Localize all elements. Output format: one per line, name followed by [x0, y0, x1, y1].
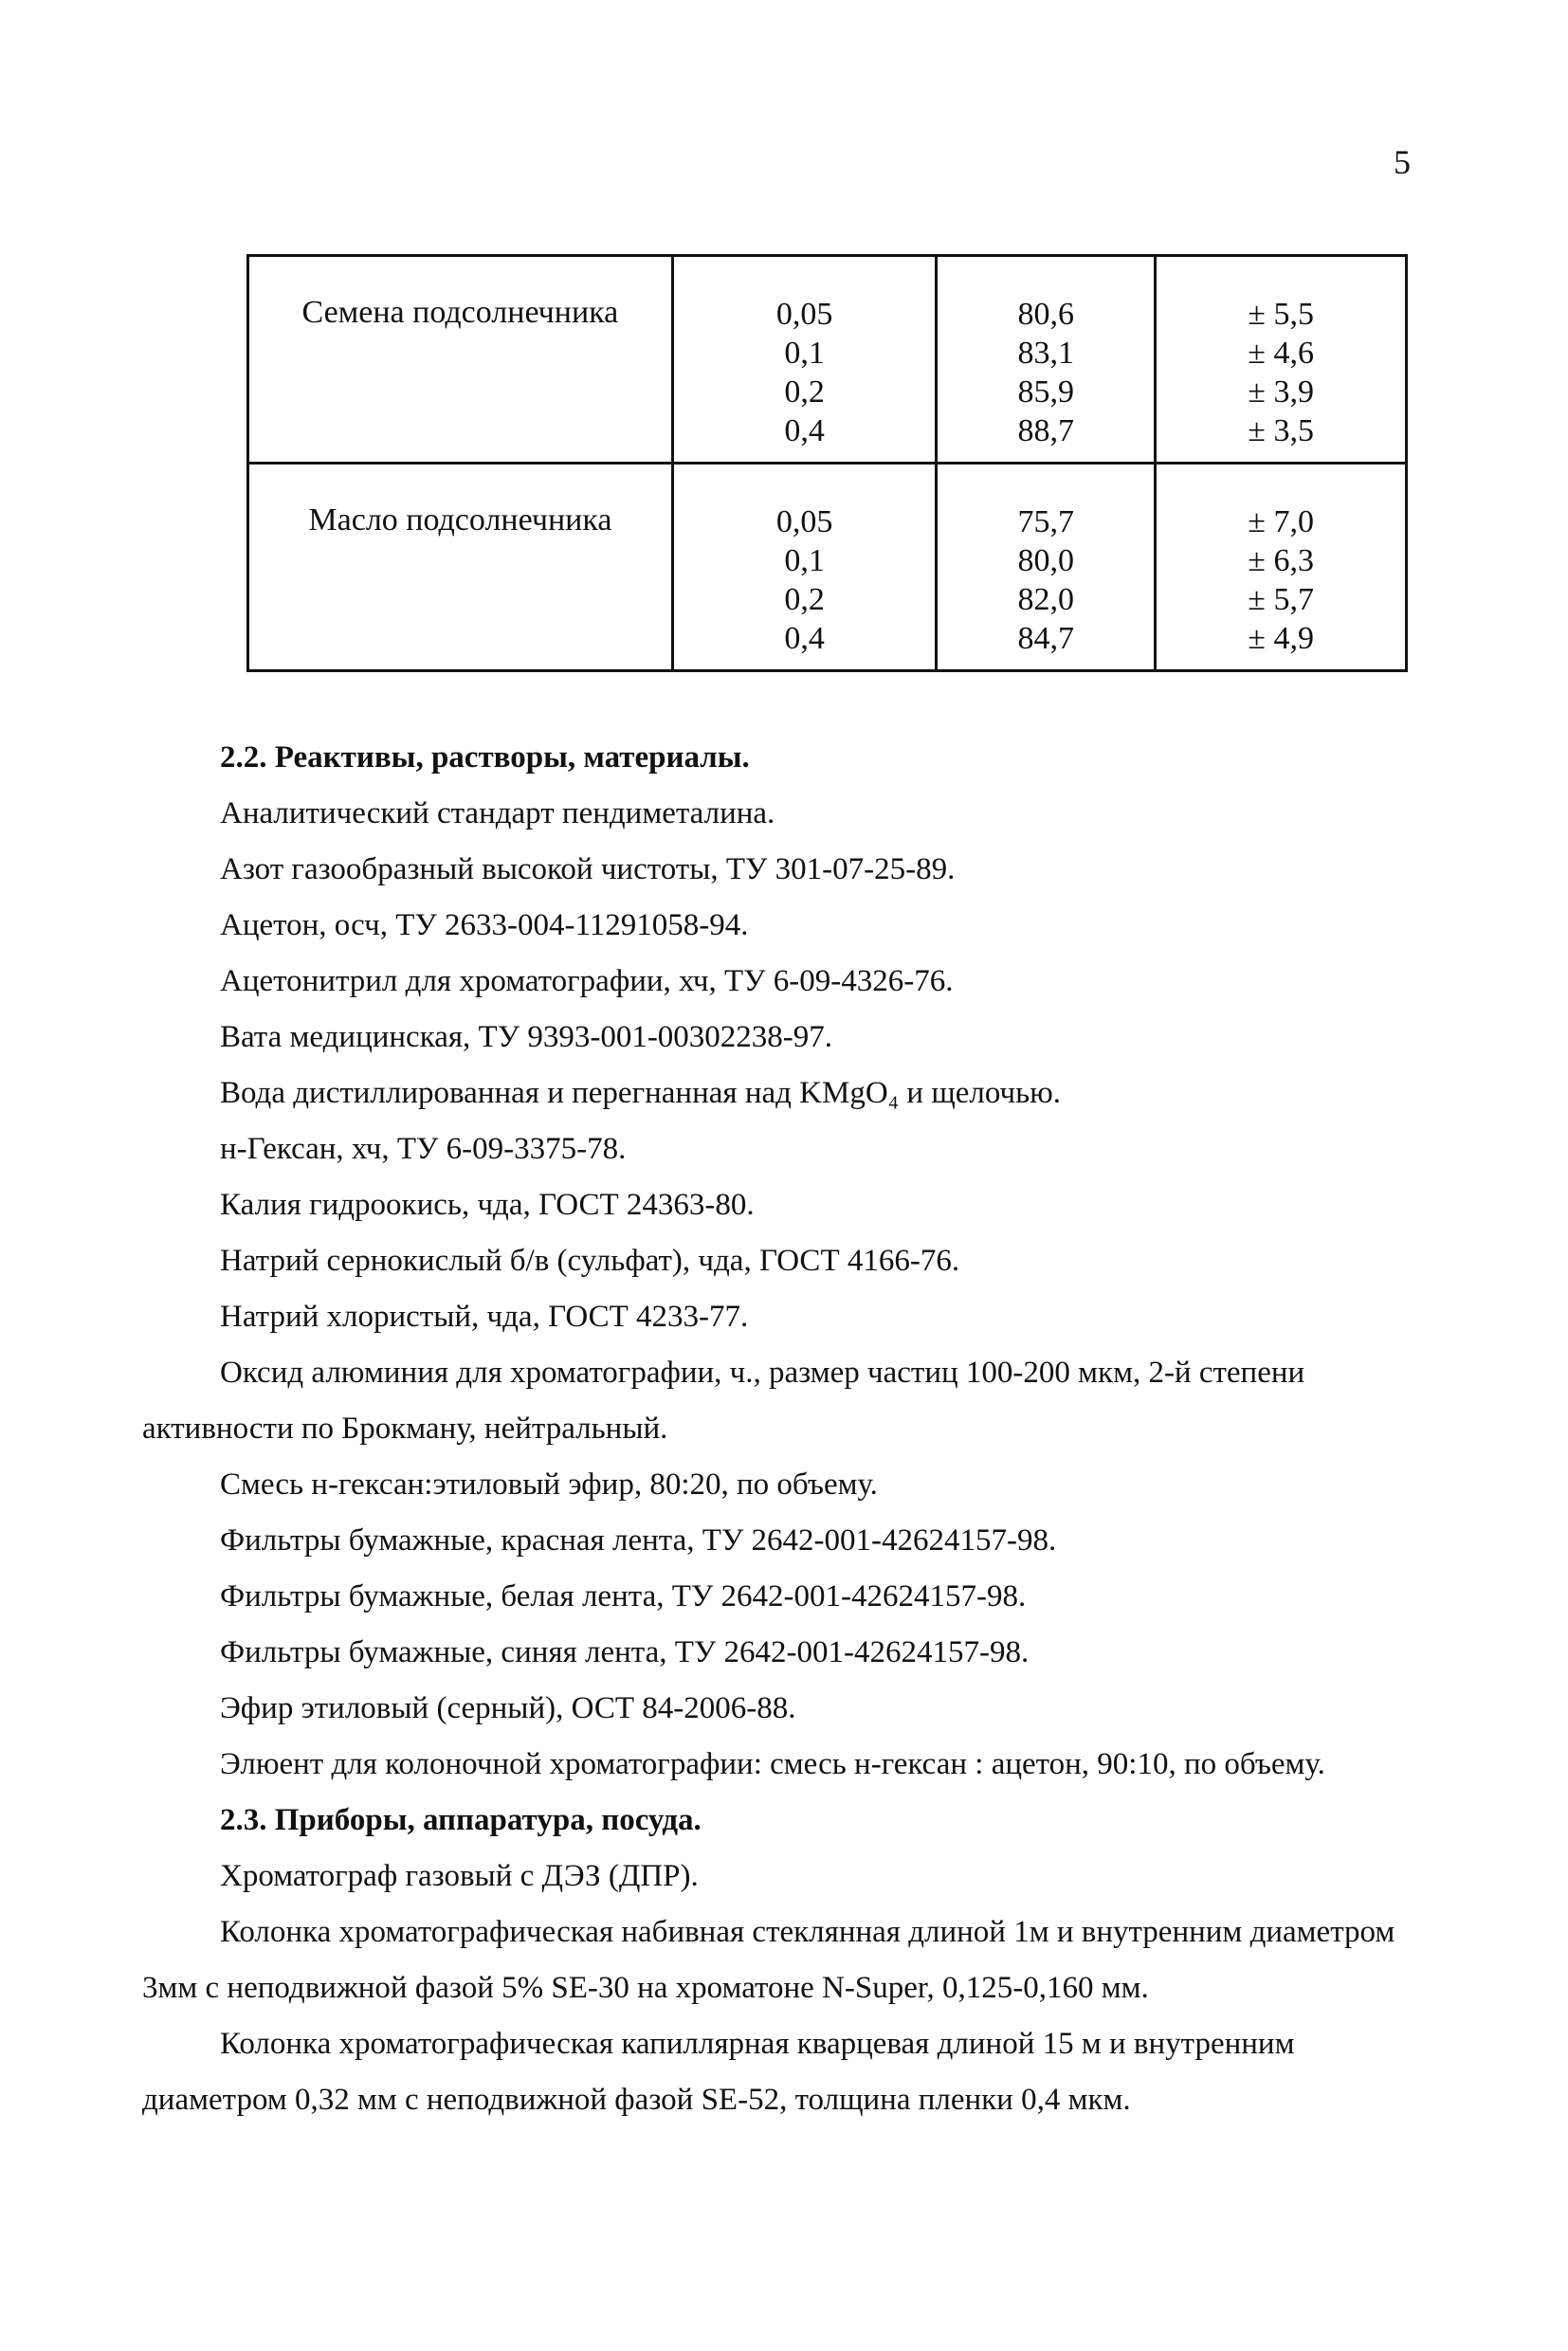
recovery-value: 83,1 [1017, 336, 1075, 371]
table-row [248, 256, 1407, 464]
recovery-value: 85,9 [1017, 374, 1075, 410]
list-item: н-Гексан, хч, ТУ 6-09-3375-78. [220, 1132, 627, 1166]
deviation-value: ± 5,7 [1248, 582, 1314, 617]
list-item: Вата медицинская, ТУ 9393-001-00302238-97. [220, 1020, 833, 1054]
deviation-value: ± 7,0 [1248, 504, 1314, 539]
list-item: Натрий хлористый, чда, ГОСТ 4233-77. [220, 1300, 749, 1334]
deviation-cell [1156, 256, 1407, 464]
recovery-value: 88,7 [1017, 413, 1075, 448]
deviation-cell [1156, 464, 1407, 671]
recovery-cell [937, 256, 1156, 464]
deviation-value: ± 4,6 [1248, 336, 1314, 371]
list-item: Калия гидроокись, чда, ГОСТ 24363-80. [220, 1188, 755, 1222]
recovery-value: 80,0 [1017, 543, 1075, 578]
concentration-value: 0,4 [784, 621, 825, 656]
list-item: Натрий сернокислый б/в (сульфат), чда, ГОСТ 4166-76. [220, 1244, 960, 1278]
deviation-value: ± 6,3 [1248, 543, 1314, 578]
concentration-value: 0,2 [784, 582, 825, 617]
list-item: Ацетон, осч, ТУ 2633-004-11291058-94. [220, 908, 749, 942]
concentration-value: 0,1 [784, 336, 825, 371]
list-item: Фильтры бумажные, белая лента, ТУ 2642-001-42624157-98. [220, 1579, 1027, 1613]
sample-name-cell: Масло подсолнечника [248, 464, 673, 671]
concentration-cell [672, 256, 936, 464]
document-body [142, 730, 1413, 2128]
list-item: Фильтры бумажные, синяя лента, ТУ 2642-001-42624157-98. [220, 1635, 1030, 1669]
recovery-value: 75,7 [1017, 504, 1075, 539]
deviation-value: ± 5,5 [1248, 297, 1314, 332]
list-item: Хроматограф газовый с ДЭЗ (ДПР). [220, 1859, 699, 1893]
list-item: Азот газообразный высокой чистоты, ТУ 301-07-25-89. [220, 852, 956, 886]
list-item: Ацетонитрил для хроматографии, хч, ТУ 6-09-4326-76. [220, 964, 954, 998]
concentration-cell [672, 464, 936, 671]
list-item: Колонка хроматографическая капиллярная кварцевая длиной 15 м и внутренним диаметром 0,32 мм с неподвижной фазой SE-52, толщина пленки 0,4 мкм. [142, 2027, 1295, 2117]
concentration-value: 0,1 [784, 543, 825, 578]
concentration-value: 0,4 [784, 413, 825, 448]
list-item: Смесь н-гексан:этиловый эфир, 80:20, по объему. [220, 1467, 878, 1502]
recovery-cell [937, 464, 1156, 671]
list-item: Эфир этиловый (серный), ОСТ 84-2006-88. [220, 1691, 796, 1725]
list-item: Колонка хроматографическая набивная стеклянная длиной 1м и внутренним диаметром 3мм с неподвижной фазой 5% SE-30 на хроматоне N-Super, 0,125-0,160 мм. [142, 1915, 1395, 2005]
sample-name-cell: Семена подсолнечника [248, 256, 673, 464]
list-item: Аналитический стандарт пендиметалина. [220, 796, 775, 830]
concentration-value: 0,05 [775, 504, 833, 539]
recovery-table [246, 254, 1408, 672]
section-heading-equipment: 2.3. Приборы, аппаратура, посуда. [220, 1803, 702, 1837]
page-number: 5 [1394, 143, 1411, 181]
deviation-value: ± 3,5 [1248, 413, 1314, 448]
recovery-value: 82,0 [1017, 582, 1075, 617]
concentration-value: 0,2 [784, 374, 825, 410]
list-item: Элюент для колоночной хроматографии: смесь н-гексан : ацетон, 90:10, по объему. [220, 1747, 1325, 1781]
recovery-value: 80,6 [1017, 297, 1075, 332]
table-row [248, 464, 1407, 671]
section-heading-reagents: 2.2. Реактивы, растворы, материалы. [220, 740, 750, 775]
list-item: Фильтры бумажные, красная лента, ТУ 2642-001-42624157-98. [220, 1523, 1057, 1558]
deviation-value: ± 4,9 [1248, 621, 1314, 656]
concentration-value: 0,05 [775, 297, 833, 332]
list-item: Вода дистиллированная и перегнанная над KMgO₄ и щелочью. [220, 1076, 1062, 1110]
list-item: Оксид алюминия для хроматографии, ч., размер частиц 100-200 мкм, 2-й степени активности по Брокману, нейтральный. [142, 1356, 1305, 1446]
recovery-value: 84,7 [1017, 621, 1075, 656]
deviation-value: ± 3,9 [1248, 374, 1314, 410]
